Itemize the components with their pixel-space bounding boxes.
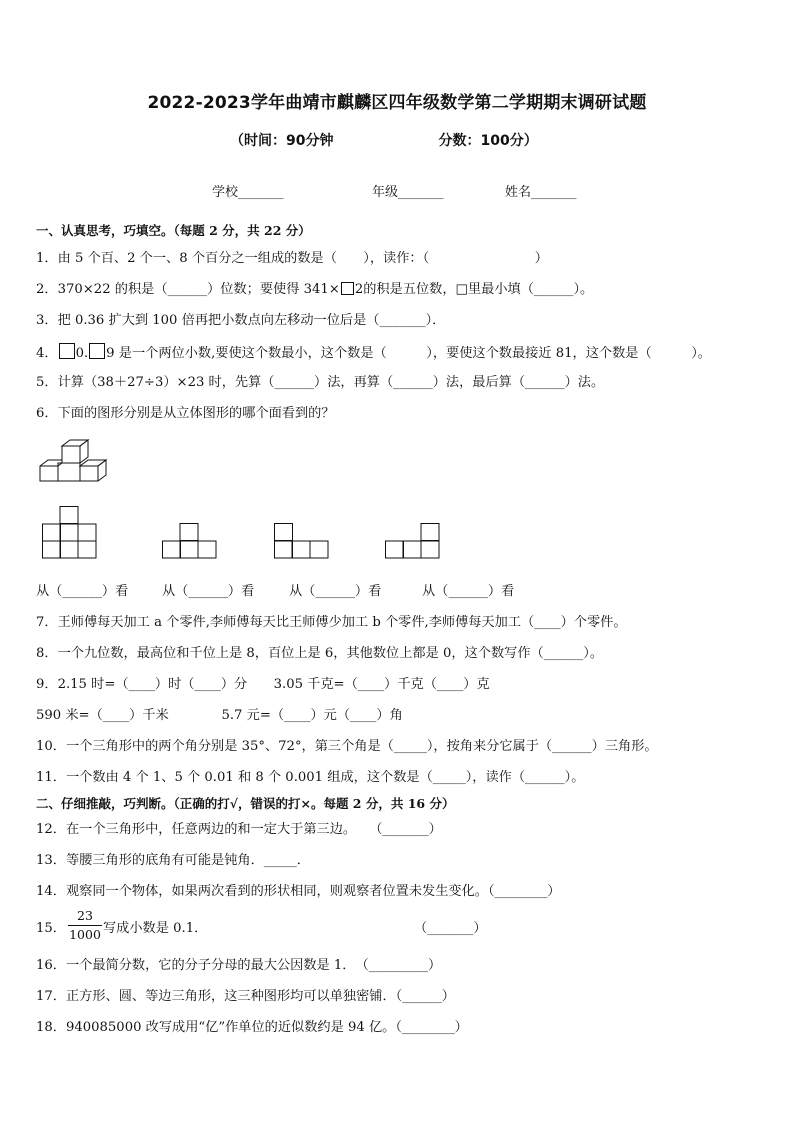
page-title: 2022-2023学年曲靖市麒麟区四年级数学第二学期期末调研试题 (147, 93, 647, 113)
question-3: 3．把 0.36 扩大到 100 倍再把小数点向左移动一位后是（_______）． (36, 313, 446, 328)
question-12: 12．在一个三角形中，任意两边的和一定大于第三边。 （_______） (36, 822, 442, 837)
fraction-numerator: 23 (68, 908, 102, 926)
question-4-text: 9 是一个两位小数,要使这个数最小，这个数是（ ），要使这个数最接近 81，这个数是（ ）。 (106, 346, 711, 361)
question-15-text: 写成小数是 0.1． (103, 921, 208, 936)
question-4 (36, 343, 711, 363)
exam-meta (230, 130, 538, 150)
school-field[interactable]: 学校_______ (212, 185, 284, 200)
question-15-label: 15． (36, 921, 66, 936)
question-2 (36, 281, 593, 299)
question-14: 14．观察同一个物体，如果两次看到的形状相同，则观察者位置未发生变化。（________） (36, 884, 561, 899)
view-figure-1 (42, 506, 98, 560)
question-9b: 590 米=（____）千米 5.7 元=（____）元（____）角 (36, 708, 403, 723)
cube-stack-figure (36, 436, 110, 484)
question-17: 17．正方形、圆、等边三角形，这三种图形均可以单独密铺．（______） (36, 989, 455, 1004)
question-15-blank[interactable]: （_______） (414, 921, 487, 936)
name-field[interactable]: 姓名_______ (505, 185, 577, 200)
view-label-4: 从（______）看 (422, 584, 515, 599)
section1-heading: 一、认真思考，巧填空。（每题 2 分，共 22 分） (36, 223, 311, 238)
view-label-2: 从（______）看 (162, 584, 255, 599)
question-10: 10．一个三角形中的两个角分别是 35°、72°，第三个角是（_____），按角来分它属于（______）三角形。 (36, 739, 658, 754)
blank-box[interactable] (59, 343, 75, 359)
question-11: 11．一个数由 4 个 1、5 个 0.01 和 8 个 0.001 组成，这个数是（_____），读作（______）。 (36, 770, 585, 785)
view-figure-3 (274, 523, 330, 561)
question-4-dot: 0. (75, 346, 89, 361)
exam-time: （时间：90分钟 (230, 133, 334, 149)
fraction (68, 908, 102, 943)
exam-score: 分数：100分） (438, 133, 538, 149)
blank-box[interactable] (89, 343, 105, 359)
view-figure-4 (385, 523, 441, 561)
view-label-3: 从（______）看 (289, 584, 382, 599)
fraction-denominator: 1000 (69, 927, 101, 942)
question-18: 18．940085000 改写成用“亿”作单位的近似数约是 94 亿。（________） (36, 1020, 468, 1035)
question-7: 7．王师傅每天加工 a 个零件,李师傅每天比王师傅少加工 b 个零件,李师傅每天加工（____）个零件。 (36, 615, 627, 630)
question-16: 16．一个最简分数，它的分子分母的最大公因数是 1． （_________） (36, 958, 442, 973)
question-8: 8．一个九位数，最高位和千位上是 8，百位上是 6，其他数位上都是 0，这个数写作（______）。 (36, 646, 604, 661)
view-figure-2 (162, 523, 218, 561)
question-13: 13．等腰三角形的底角有可能是钝角．_____． (36, 853, 310, 868)
question-5: 5．计算（38＋27÷3）×23 时，先算（______）法，再算（______）法，最后算（______）法。 (36, 375, 605, 390)
question-2-part-b: 2的积是五位数，□里最小填（______）。 (354, 282, 594, 297)
question-2-part-a: 2．370×22 的积是（______）位数；要使得 341× (36, 282, 340, 297)
grade-field[interactable]: 年级_______ (372, 185, 444, 200)
question-9a: 9．2.15 时=（____）时（____）分 3.05 千克=（____）千克（____）克 (36, 677, 490, 692)
question-4-number: 4． (36, 346, 58, 361)
view-label-1: 从（______）看 (36, 584, 129, 599)
question-1: 1．由 5 个百、2 个一、8 个百分之一组成的数是（ ），读作：（ ） (36, 251, 548, 266)
question-6: 6．下面的图形分别是从立体图形的哪个面看到的？ (36, 406, 335, 421)
blank-box[interactable] (341, 282, 354, 295)
section2-heading: 二、仔细推敲，巧判断。（正确的打√，错误的打×。每题 2 分，共 16 分） (36, 796, 455, 811)
